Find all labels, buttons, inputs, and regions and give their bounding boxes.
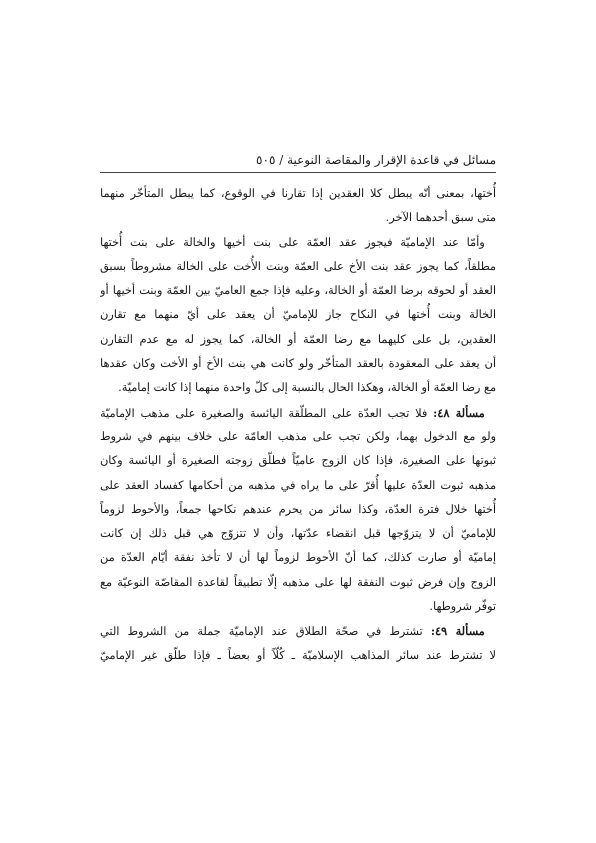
text-line: مسألة ٤٨: فلا تجب العدّة على المطلّقة اليائسة والصغيرة على مذهب الإماميّة xyxy=(100,405,485,420)
text-line: متى سبق أحدهما الآخر. xyxy=(385,211,496,225)
text-line: توفّر شروطها. xyxy=(429,600,496,614)
text-line: العقدين، بل على كليهما مع رضا العمّة أو الخالة، كما يجوز له مع عدم التقارن xyxy=(100,332,496,346)
text-line: أُختها خلال فترة العدّة، وكذا سائر من يحرم عندهم نكاحها جمعاً، والأحوط لزوماً xyxy=(100,502,496,516)
text-line: مذهبه ثبوت العدّة عليها أُقرّ على ما يراه في مذهبه من أحكامها كفساد العقد على xyxy=(100,478,496,492)
page-header xyxy=(100,150,496,173)
running-header-title: مسائل في قاعدة الإقرار والمقاصة النوعية / ٥٠٥ xyxy=(256,153,496,167)
text-line: الخالة وبنت أُختها في النكاح جاز للإماميّ أن يعقد على أيّ منهما مع تقارن xyxy=(100,308,496,322)
text-line: ثبوتها على الصغيرة، فإذا كان الزوج عاميّاً فطلّق زوجته الصغيرة أو اليائسة وكان xyxy=(100,454,496,468)
text-line: العقد أو لحوقه برضا العمّة أو الخالة، وعليه فإذا جمع العاميّ بين العمّة وبنت أخيها أو xyxy=(100,284,496,298)
text-line: للإماميّ أن لا يتزوّجها قبل انقضاء عدّتها، وأن لا تتزوّج هي قبل ذلك إن كانت xyxy=(100,527,496,541)
text-line: ولو مع الدخول بهما، ولكن تجب على مذهب العامّة على خلاف بينهم في شروط xyxy=(100,429,496,443)
issue-label: مسألة ٤٨: xyxy=(433,405,485,420)
text-line: مع رضا العمّة أو الخالة، وهكذا الحال بالنسبة إلى كلّ واحدة منهما إذا كانت إماميّة. xyxy=(118,381,496,395)
text-line: مسألة ٤٩: تشترط في صحّة الطلاق عند الإماميّة جملة من الشروط التي xyxy=(100,624,485,639)
page-body xyxy=(100,182,496,668)
text-line: لا تشترط عند سائر المذاهب الإسلاميّة ـ كُلّاً أو بعضاً ـ فإذا طلّق غير الإماميّ xyxy=(100,648,496,662)
text-line: وأمّا عند الإماميّة فيجوز عقد العمّة على بنت أخيها والخالة على بنت أُختها xyxy=(100,235,485,249)
text-line: الزوج وإن فرض ثبوت النفقة لها على مذهبه إلّا تطبيقاً لقاعدة المقاصّة النوعيّة مع xyxy=(100,575,496,589)
text-line: إماميّة أو صارت كذلك، كما أنّ الأحوط لزوماً لها أن لا تأخذ نفقة أيّام العدّة من xyxy=(100,551,496,565)
issue-label: مسألة ٤٩: xyxy=(430,624,485,639)
text-line: مطلقاً، كما يجوز عقد بنت الأخ على العمّة وبنت الأُخت على الخالة مشروطاً بسبق xyxy=(100,259,496,273)
text-line: أُختها، بمعنى أنّه يبطل كلا العقدين إذا تقارنا في الوقوع، كما يبطل المتأخّر منهما xyxy=(100,187,496,200)
text-line: أن يعقد على المعقودة بالعقد المتأخّر ولو كانت هي بنت الأخ أو الأخت وكان عقدها xyxy=(100,357,496,371)
